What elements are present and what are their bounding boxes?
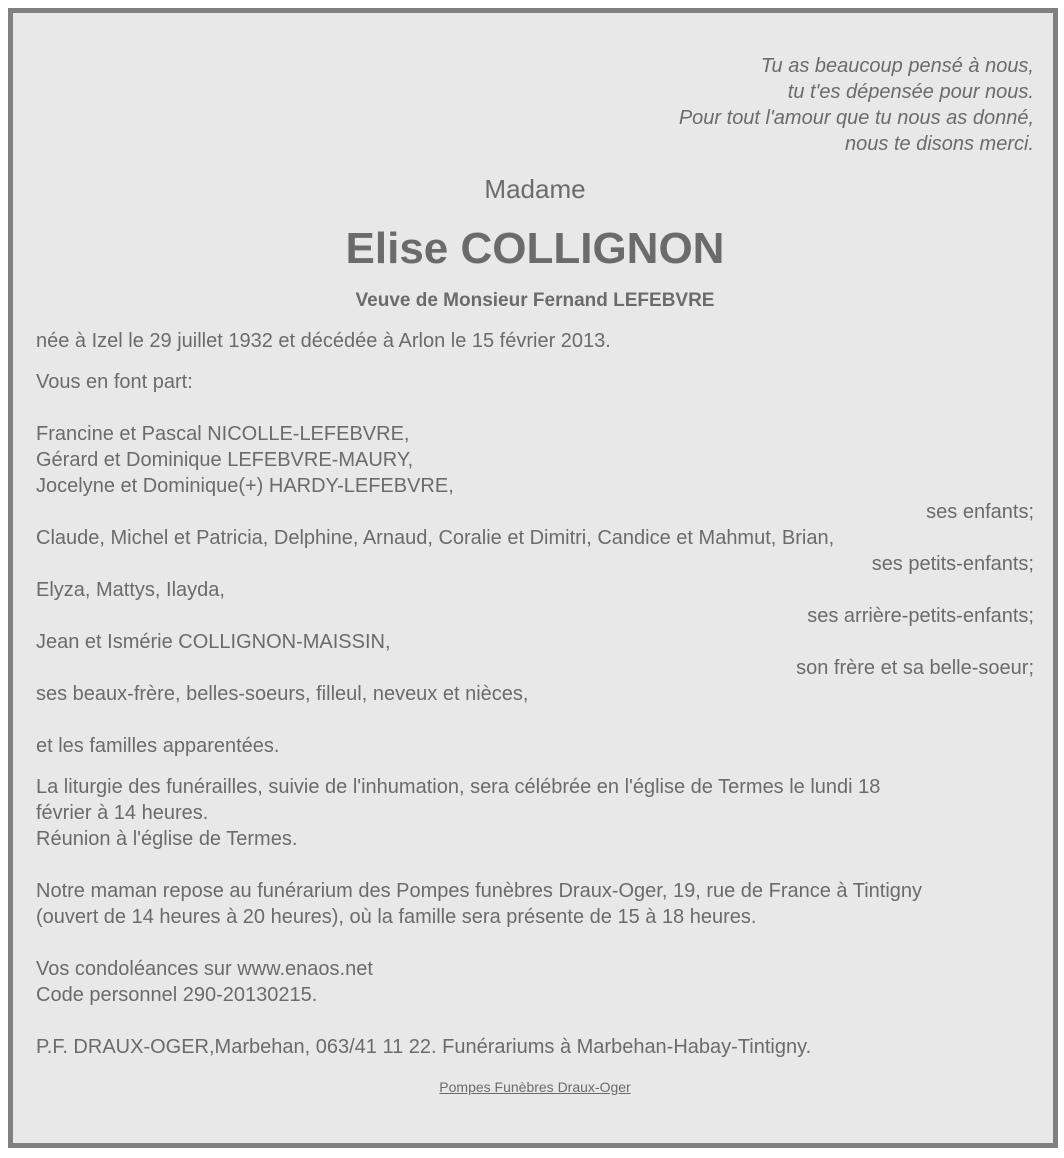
poem-line: Pour tout l'amour que tu nous as donné, xyxy=(678,107,1034,129)
sibling-label: son frère et sa belle-soeur; xyxy=(796,657,1034,679)
families-entry: et les familles apparentées. xyxy=(36,735,280,757)
deceased-name: Elise COLLIGNON xyxy=(345,224,725,273)
birth-death-text: née à Izel le 29 juillet 1932 et décédée à Arlon le 15 février 2013. xyxy=(36,330,611,352)
poem-line: nous te disons merci. xyxy=(845,133,1034,155)
liturgy-line: La liturgie des funérailles, suivie de l'inhumation, sera célébrée en l'église de Termes le lundi 18 xyxy=(36,776,881,798)
condolences-line: Code personnel 290-20130215. xyxy=(36,984,318,1006)
grandchildren-entry: Claude, Michel et Patricia, Delphine, Arnaud, Coralie et Dimitri, Candice et Mahmut, Brian, xyxy=(36,527,835,549)
poem-line: Tu as beaucoup pensé à nous, xyxy=(760,55,1034,77)
child-entry: Gérard et Dominique LEFEBVRE-MAURY, xyxy=(36,449,414,471)
footer xyxy=(36,1078,1034,1096)
sibling-entry: Jean et Ismérie COLLIGNON-MAISSIN, xyxy=(36,631,391,653)
obituary-content xyxy=(36,53,1034,1096)
child-entry: Francine et Pascal NICOLLE-LEFEBVRE, xyxy=(36,423,410,445)
contact-line: P.F. DRAUX-OGER,Marbehan, 063/41 11 22. Funérariums à Marbehan-Habay-Tintigny. xyxy=(36,1036,812,1058)
honorific: Madame xyxy=(484,174,586,204)
funerarium-line: Notre maman repose au funérarium des Pompes funèbres Draux-Oger, 19, rue de France à Tintigny xyxy=(36,880,923,902)
great-grandchildren-entry: Elyza, Mattys, Ilayda, xyxy=(36,579,225,601)
liturgy-line: Réunion à l'église de Termes. xyxy=(36,828,298,850)
poem-line: tu t'es dépensée pour nous. xyxy=(787,81,1034,103)
announce-text: Vous en font part: xyxy=(36,371,193,393)
liturgy-section xyxy=(36,774,1034,1060)
birth-death-line xyxy=(36,328,1034,354)
family-section xyxy=(36,369,1034,759)
obituary-card xyxy=(8,8,1058,1148)
poem xyxy=(36,53,1034,157)
children-label: ses enfants; xyxy=(926,501,1034,523)
in-laws-entry: ses beaux-frère, belles-soeurs, filleul, neveux et nièces, xyxy=(36,683,529,705)
funerarium-line: (ouvert de 14 heures à 20 heures), où la famille sera présente de 15 à 18 heures. xyxy=(36,906,757,928)
child-entry: Jocelyne et Dominique(+) HARDY-LEFEBVRE, xyxy=(36,475,454,497)
great-grandchildren-label: ses arrière-petits-enfants; xyxy=(807,605,1034,627)
condolences-line: Vos condoléances sur www.enaos.net xyxy=(36,958,373,980)
widow-of: Veuve de Monsieur Fernand LEFEBVRE xyxy=(355,290,715,311)
funeral-home-link[interactable]: Pompes Funèbres Draux-Oger xyxy=(439,1079,631,1095)
liturgy-line: février à 14 heures. xyxy=(36,802,209,824)
grandchildren-label: ses petits-enfants; xyxy=(871,553,1034,575)
